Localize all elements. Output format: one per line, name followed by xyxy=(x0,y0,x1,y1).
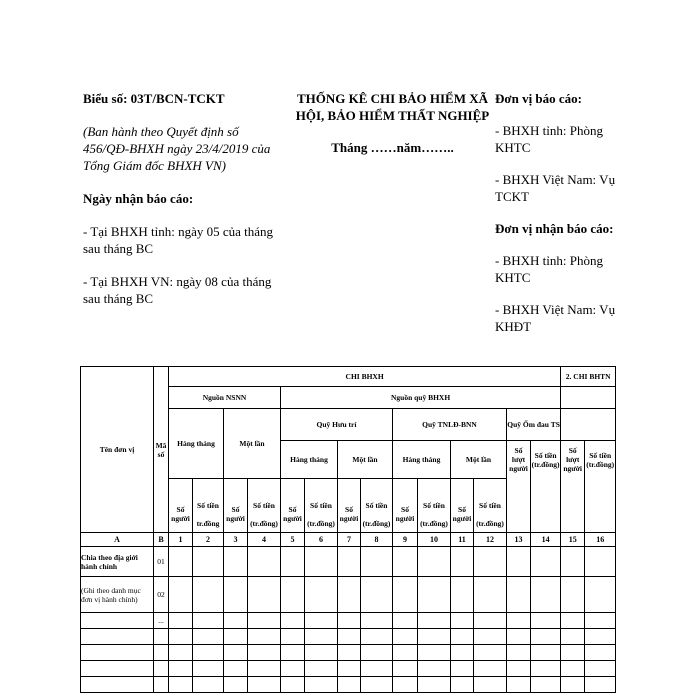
row-code: ... xyxy=(154,613,169,629)
nguon-quy-header: Nguồn quỹ BHXH xyxy=(281,387,561,409)
col-index: 11 xyxy=(451,533,474,547)
bhtn-blank-3 xyxy=(561,409,616,441)
so-tien-8: Số tiền (tr.đồng) xyxy=(361,497,393,533)
row-unit-name: (Ghi theo danh mục đơn vị hành chính) xyxy=(81,577,154,613)
receiving-unit-2: - BHXH Việt Nam: Vụ KHĐT xyxy=(495,302,616,334)
row-unit-name: Chia theo địa giới hành chính xyxy=(81,547,154,577)
col-index: 7 xyxy=(338,533,361,547)
table-row xyxy=(81,677,616,693)
so-nguoi-11: Số người xyxy=(451,497,474,533)
so-nguoi-1: Số người xyxy=(169,497,193,533)
receive-date-title: Ngày nhận báo cáo: xyxy=(83,191,194,206)
col-index: 2 xyxy=(193,533,224,547)
table-row xyxy=(81,577,616,613)
receiving-unit-1: - BHXH tỉnh: Phòng KHTC xyxy=(495,253,603,285)
so-tien-4: Số tiền (tr.đồng) xyxy=(248,497,281,533)
so-nguoi-3: Số người xyxy=(224,497,248,533)
form-number: Biểu số: 03T/BCN-TCKT xyxy=(83,91,225,106)
receiving-unit-title: Đơn vị nhận báo cáo: xyxy=(495,221,614,236)
column-index-row xyxy=(81,533,616,547)
bhtn-so-luot-header: Số lượt người xyxy=(561,441,585,479)
report-title: THỐNG KÊ CHI BẢO HIỂM XÃ HỘI, BẢO HIỂM THẤT NGHIỆP xyxy=(295,91,490,123)
header-row-1 xyxy=(81,367,616,387)
so-nguoi-9: Số người xyxy=(393,497,418,533)
col-index: 5 xyxy=(281,533,305,547)
quy-om-dau-header: Quỹ Ốm đau TS xyxy=(507,409,561,441)
reporting-unit-1: - BHXH tỉnh: Phòng KHTC xyxy=(495,123,603,155)
reporting-unit-title: Đơn vị báo cáo: xyxy=(495,91,583,106)
row-unit-name xyxy=(81,613,154,629)
quy-tnld-header: Quỹ TNLĐ-BNN xyxy=(393,409,507,441)
header-right xyxy=(495,90,635,335)
row-code: 01 xyxy=(154,547,169,577)
col-index: 9 xyxy=(393,533,418,547)
so-tien-10: Số tiền (tr.đồng) xyxy=(418,497,451,533)
col-index: 15 xyxy=(561,533,585,547)
header-center xyxy=(285,90,500,156)
col-index: 14 xyxy=(531,533,561,547)
col-index: 16 xyxy=(585,533,616,547)
nsnn-mot-lan-header: Một lần xyxy=(224,409,281,479)
quy-huu-tri-header: Quỹ Hưu trí xyxy=(281,409,393,441)
so-tien-2: Số tiền tr.đồng xyxy=(193,497,224,533)
om-dau-so-luot-header: Số lượt người xyxy=(507,441,531,479)
col-index: 1 xyxy=(169,533,193,547)
col-index: 3 xyxy=(224,533,248,547)
so-tien-12: Số tiền (tr.đồng) xyxy=(474,497,507,533)
nsnn-hang-thang-header: Hàng tháng xyxy=(169,409,224,479)
bhtn-blank-2 xyxy=(561,387,616,409)
receive-date-provincial: - Tại BHXH tỉnh: ngày 05 của tháng sau tháng BC xyxy=(83,224,274,256)
table-row xyxy=(81,629,616,645)
huu-tri-mot-lan-header: Một lần xyxy=(338,441,393,479)
bhtn-so-tien-header: Số tiền (tr.đồng) xyxy=(585,441,616,479)
unit-name-header: Tên đơn vị xyxy=(81,367,154,533)
header-left xyxy=(83,90,283,307)
so-nguoi-5: Số người xyxy=(281,497,305,533)
table-row xyxy=(81,645,616,661)
col-index: 6 xyxy=(305,533,338,547)
report-period: Tháng ……năm…….. xyxy=(331,140,454,155)
statistics-table-wrapper xyxy=(80,366,616,693)
col-index: 10 xyxy=(418,533,451,547)
huu-tri-hang-thang-header: Hàng tháng xyxy=(281,441,338,479)
nguon-nsnn-header: Nguồn NSNN xyxy=(169,387,281,409)
tnld-hang-thang-header: Hàng tháng xyxy=(393,441,451,479)
col-index: 13 xyxy=(507,533,531,547)
statistics-table xyxy=(80,366,616,693)
col-index: 8 xyxy=(361,533,393,547)
chi-bhtn-header: 2. CHI BHTN xyxy=(561,367,616,387)
receive-date-vn: - Tại BHXH VN: ngày 08 của tháng sau tháng BC xyxy=(83,274,272,306)
code-header: Mã số xyxy=(154,367,169,533)
om-dau-so-tien-header: Số tiền (tr.đồng) xyxy=(531,441,561,479)
issued-by: (Ban hành theo Quyết định số 456/QĐ-BHXH ngày 23/4/2019 của Tổng Giám đốc BHXH VN) xyxy=(83,124,271,173)
reporting-unit-2: - BHXH Việt Nam: Vụ TCKT xyxy=(495,172,616,204)
col-index: 4 xyxy=(248,533,281,547)
table-row xyxy=(81,661,616,677)
col-index: 12 xyxy=(474,533,507,547)
table-row xyxy=(81,613,616,629)
col-a-index: A xyxy=(81,533,154,547)
chi-bhxh-header: CHI BHXH xyxy=(169,367,561,387)
so-tien-6: Số tiền (tr.đồng) xyxy=(305,497,338,533)
row-code: 02 xyxy=(154,577,169,613)
tnld-mot-lan-header: Một lần xyxy=(451,441,507,479)
so-nguoi-7: Số người xyxy=(338,497,361,533)
col-b-index: B xyxy=(154,533,169,547)
table-row xyxy=(81,547,616,577)
